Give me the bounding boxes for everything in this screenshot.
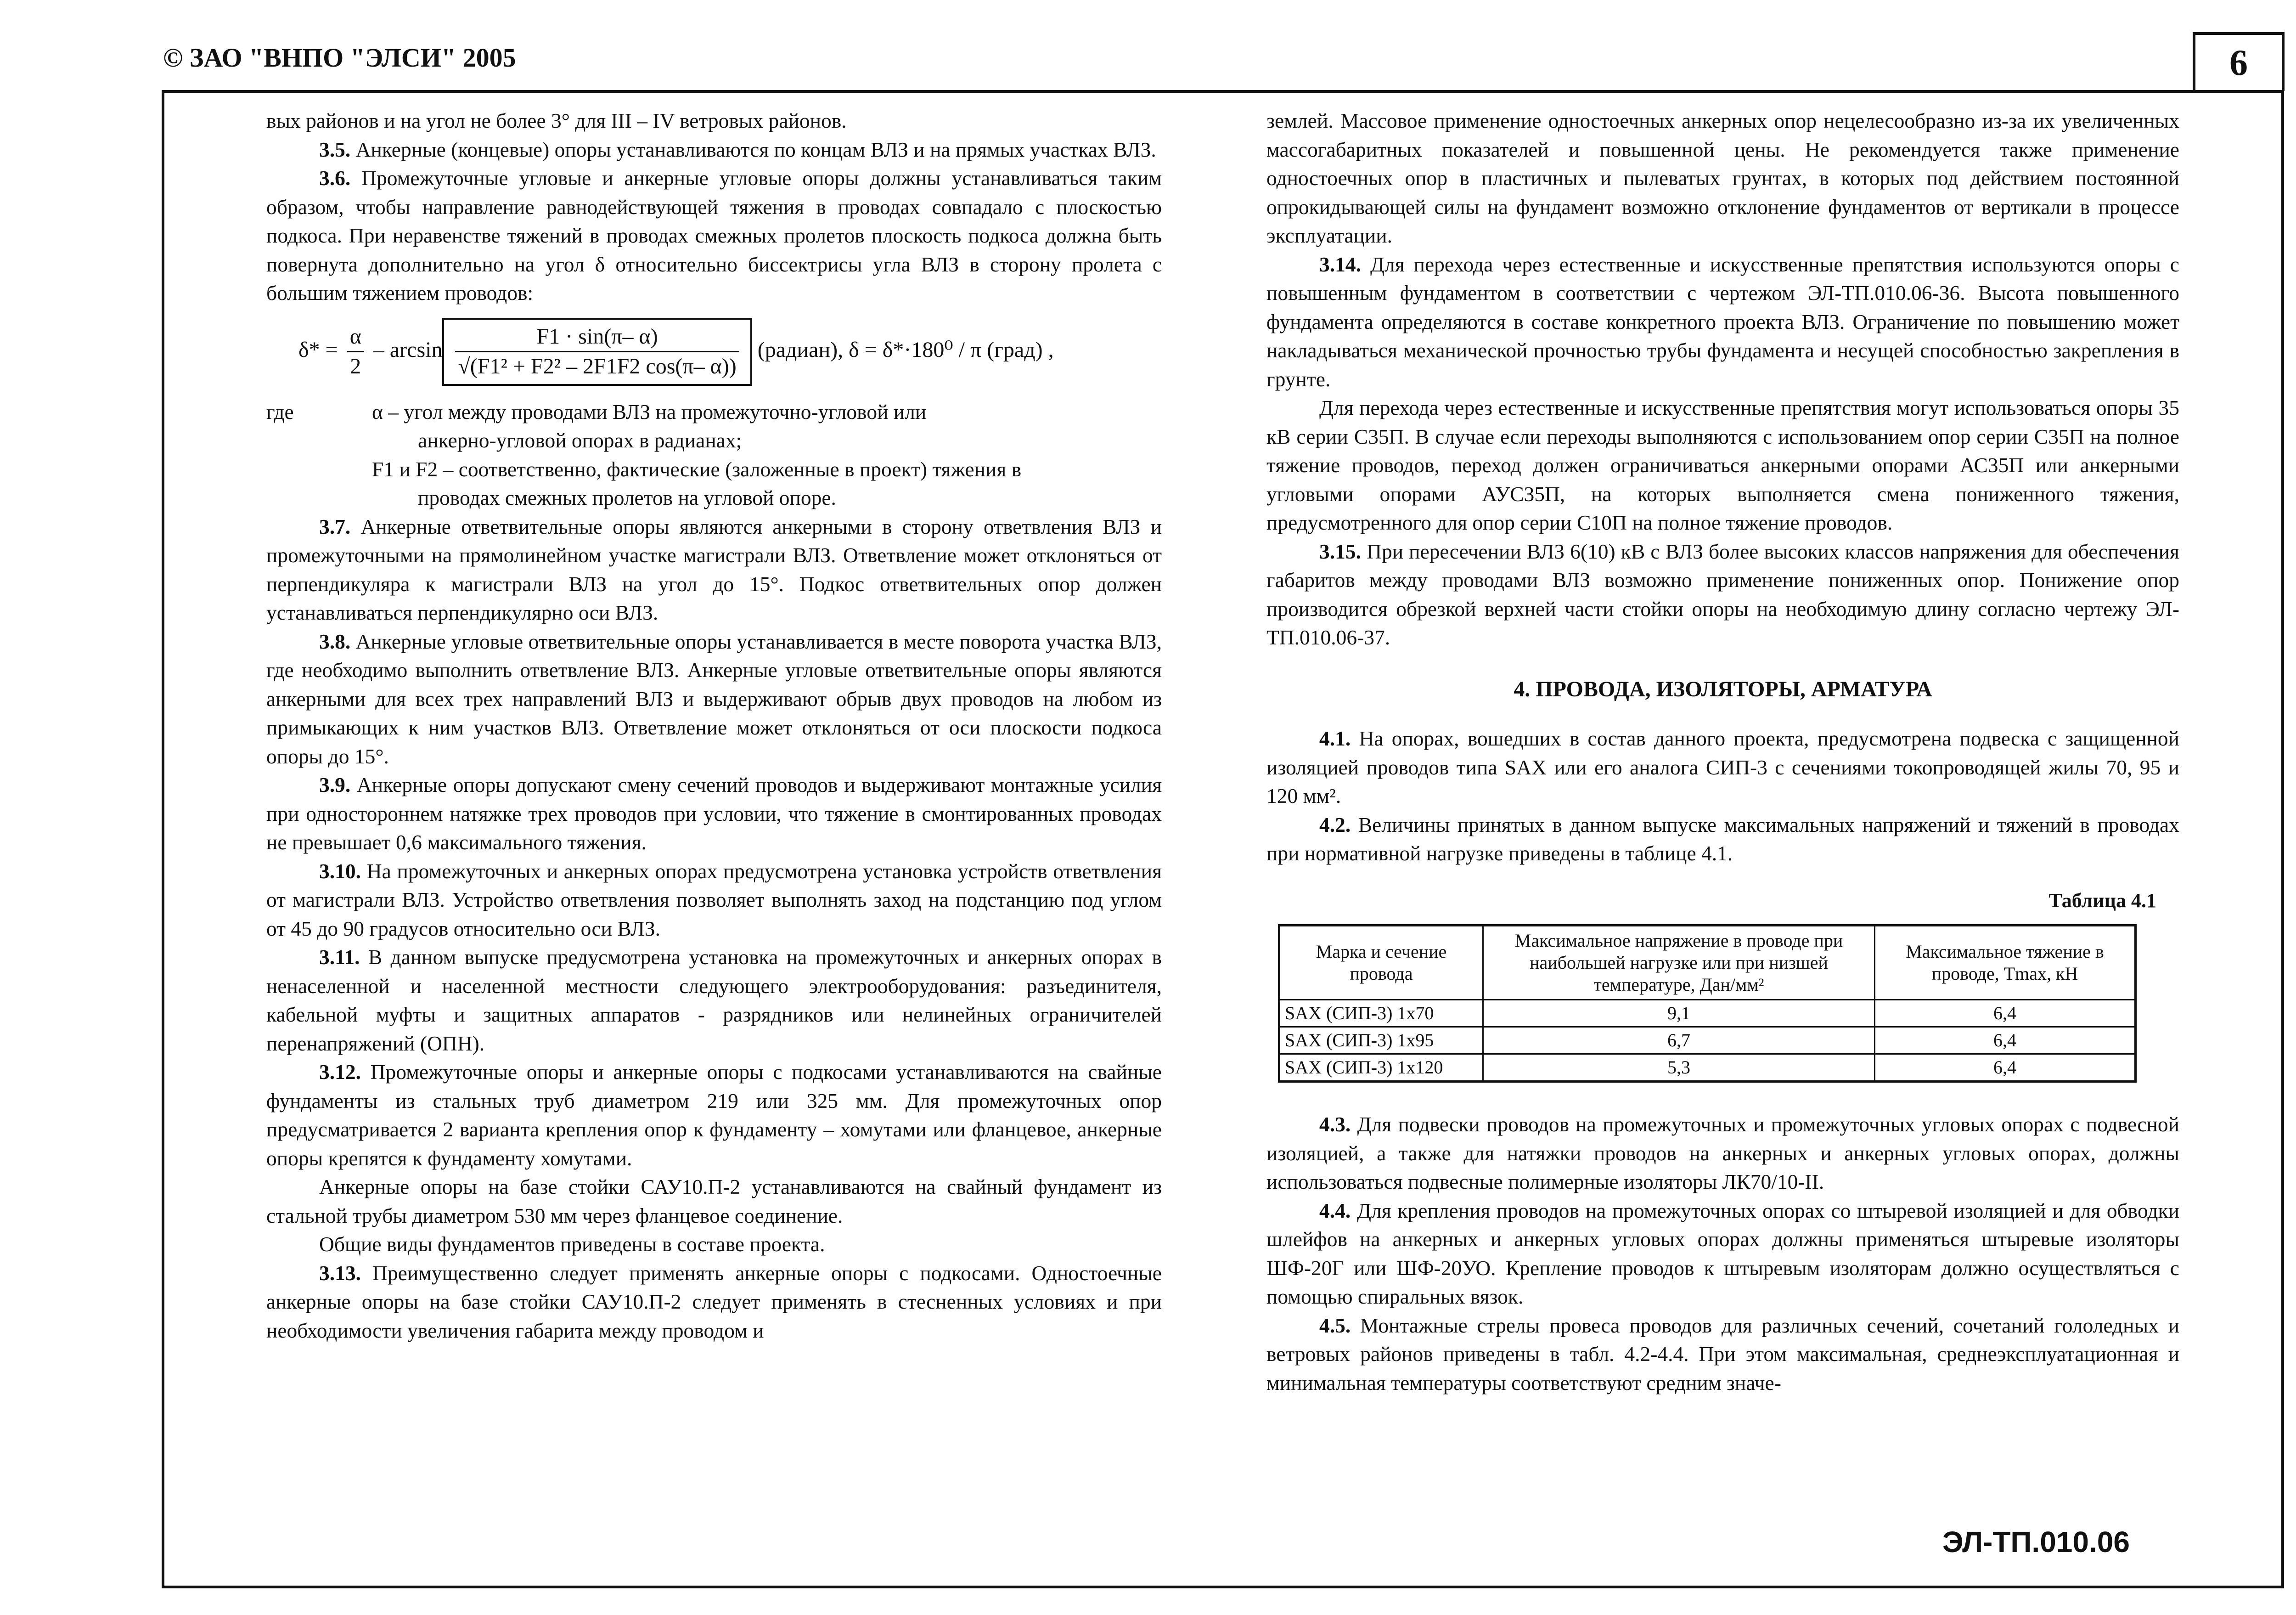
table-header-cell: Максимальное тяжение в проводе, Tmax, кН bbox=[1875, 926, 2136, 1000]
clause-number: 4.5. bbox=[1319, 1313, 1351, 1337]
clause-number: 3.6. bbox=[319, 166, 351, 190]
paragraph-text: Для подвески проводов на промежуточных и промежуточных угловых опорах с подвесной изоляцией, а также для натяжки проводов на анкерных и анкерных угловых опорах, должны использоваться подвесные полимерные изоляторы ЛК70/10-II. bbox=[1266, 1112, 2179, 1193]
paragraph-3-9 bbox=[266, 771, 1162, 857]
table-row bbox=[1279, 1054, 2136, 1082]
table-row bbox=[1279, 1027, 2136, 1054]
table-header-cell: Максимальное напряжение в проводе при наибольшей нагрузке или при низшей температуре, Дан/мм² bbox=[1483, 926, 1875, 1000]
right-column bbox=[1266, 107, 2179, 1397]
paragraph-text: Преимущественно следует применять анкерные опоры с подкосами. Одностоечные анкерные опоры на базе стойки САУ10.П-2 следует применять в стесненных условиях и при необходимости увеличения габарита между проводом и bbox=[266, 1261, 1162, 1342]
section-title: 4. ПРОВОДА, ИЗОЛЯТОРЫ, АРМАТУРА bbox=[1514, 677, 1932, 701]
definition-row bbox=[266, 426, 1162, 455]
paragraph-crossing: Для перехода через естественные и искусственные препятствия могут использоваться опоры 35 кВ серии С35П. В случае если переходы выполняются с использованием опор серии С35П на полное тяжение проводов, переход должен ограничиваться анкерными опорами АС35П или анкерными угловыми опорами АУС35П, на которых выполняется смена пониженного тяжения, предусмотренного для опор серии С10П на полное тяжение проводов. bbox=[1266, 396, 2179, 534]
paragraph-text: Анкерные угловые ответвительные опоры устанавливается в месте поворота участка ВЛЗ, где необходимо выполнить ответвление ВЛЗ. Анкерные угловые ответвительные опоры являются анкерными для всех трех направлений ВЛЗ и выдерживают обрыв двух проводов на любом из примыкающих к ним участков ВЛЗ. Ответвление может отклоняться от оси плоскости подкоса опоры до 15°. bbox=[266, 629, 1162, 768]
table-cell: 6,7 bbox=[1483, 1027, 1875, 1054]
table-cell: 6,4 bbox=[1875, 1054, 2136, 1082]
clause-number: 3.11. bbox=[319, 945, 360, 969]
table-cell: 6,4 bbox=[1875, 1027, 2136, 1054]
paragraph-text: Анкерные опоры допускают смену сечений проводов и выдерживают монтажные усилия при одностороннем натяжке трех проводов при условии, что тяжение в смонтированных проводах не превышает 0,6 максимального тяжения. bbox=[266, 773, 1162, 854]
clause-number: 3.5. bbox=[319, 137, 351, 161]
paragraph-3-5 bbox=[266, 136, 1162, 164]
formula-body bbox=[298, 318, 1054, 386]
table-cell: SAX (СИП-3) 1х95 bbox=[1279, 1027, 1483, 1054]
clause-number: 3.7. bbox=[319, 514, 351, 538]
paragraph-4-1 bbox=[1266, 724, 2179, 811]
clause-number: 4.4. bbox=[1319, 1198, 1351, 1222]
table-caption: Таблица 4.1 bbox=[2048, 889, 2156, 912]
paragraph-text: Величины принятых в данном выпуске максимальных напряжений и тяжений в проводах при нормативной нагрузке приведены в таблице 4.1. bbox=[1266, 813, 2179, 865]
formula-arcsin: – arcsin bbox=[367, 337, 443, 362]
definition-f bbox=[372, 455, 1162, 484]
table-cell: 9,1 bbox=[1483, 1000, 1875, 1027]
paragraph-3-8 bbox=[266, 627, 1162, 771]
definition-key: F1 и F2 – bbox=[372, 457, 454, 481]
paragraph-text: Анкерные ответвительные опоры являются анкерными в сторону ответвления ВЛЗ и промежуточными на прямолинейном участке магистрали ВЛЗ. Ответвление может отклоняться от перпендикуляра к магистрали ВЛЗ на угол до 15°. Подкос ответвительных опор должен устанавливаться перпендикулярно оси ВЛЗ. bbox=[266, 514, 1162, 624]
clause-number: 3.14. bbox=[1319, 252, 1361, 276]
definition-spacer bbox=[266, 455, 372, 484]
definition-row bbox=[266, 484, 1162, 513]
paragraph-text: Монтажные стрелы провеса проводов для различных сечений, сочетаний гололедных и ветровых районов приведены в табл. 4.2-4.4. При этом максимальная, среднеэксплуатационная и минимальная температуры соответствуют средним значе- bbox=[1266, 1313, 2179, 1395]
definition-text: угол между проводами ВЛЗ на промежуточно-угловой или bbox=[404, 400, 927, 424]
paragraph-4-4 bbox=[1266, 1197, 2179, 1311]
paragraph-text: Промежуточные угловые и анкерные угловые опоры должны устанавливаться таким образом, чтобы направление равнодействующей тяжения в проводах совпадало с плоскостью подкоса. При неравенстве тяжений в проводах смежных пролетов плоскость подкоса должна быть повернута дополнительно на угол δ относительно биссектрисы угла ВЛЗ в сторону пролета с большим тяжением проводов: bbox=[266, 166, 1162, 305]
frac-numerator: α bbox=[347, 322, 364, 353]
definition-key: α – bbox=[372, 400, 399, 424]
definition-text: соответственно, фактические (заложенные в проект) тяжения в bbox=[458, 457, 1022, 481]
paragraph-3-7 bbox=[266, 513, 1162, 627]
clause-number: 4.3. bbox=[1319, 1112, 1351, 1136]
table-row bbox=[1279, 1000, 2136, 1027]
frac-numerator: F1 · sin(π– α) bbox=[455, 322, 739, 353]
table-cell: 5,3 bbox=[1483, 1054, 1875, 1082]
clause-number: 3.9. bbox=[319, 773, 351, 796]
clause-number: 4.2. bbox=[1319, 813, 1351, 836]
paragraph-text: При пересечении ВЛЗ 6(10) кВ с ВЛЗ более высоких классов напряжения для обеспечения габаритов между проводами ВЛЗ возможно применение пониженных опор. Понижение опор производится обрезкой верхней части стойки опоры на необходимую длину согласно чертежу ЭЛ-ТП.010.06-37. bbox=[1266, 539, 2179, 649]
page-number: 6 bbox=[2193, 32, 2285, 91]
paragraph-text: Для крепления проводов на промежуточных опорах со штыревой изоляцией и для обводки шлейфов на анкерных и анкерных угловых опорах должны применяться штыревые изоляторы ШФ-20Г или ШФ-20УО. Крепление проводов к штыревым изоляторам должно осуществляться с помощью спиральных вязок. bbox=[1266, 1198, 2179, 1308]
paragraph-sau: Анкерные опоры на базе стойки САУ10.П-2 устанавливаются на свайный фундамент из стальной трубы диаметром 530 мм через фланцевое соединение. bbox=[266, 1175, 1162, 1227]
formula-bracket bbox=[442, 318, 752, 386]
paragraph-continued: вых районов и на угол не более 3° для III – IV ветровых районов. bbox=[266, 109, 847, 132]
paragraph-3-11 bbox=[266, 943, 1162, 1058]
left-column bbox=[266, 107, 1162, 1345]
paragraph-text: Для перехода через естественные и искусственные препятствия используются опоры с повышенным фундаментом в соответствии с чертежом ЭЛ-ТП.010.06-36. Высота повышенного фундамента определяются в составе конкретного проекта ВЛЗ. Ограничение по повышению может накладываться механической прочностью трубы фундамента и несущей способностью закрепления в грунте. bbox=[1266, 252, 2179, 391]
paragraph-4-3 bbox=[1266, 1110, 2179, 1197]
table-4-1 bbox=[1278, 924, 2137, 1083]
after-table-block bbox=[1266, 1110, 2179, 1397]
table-cell: SAX (СИП-3) 1х70 bbox=[1279, 1000, 1483, 1027]
paragraph-4-5 bbox=[1266, 1311, 2179, 1398]
table-header-cell: Марка и сечение провода bbox=[1279, 926, 1483, 1000]
formula-lhs: δ* = bbox=[298, 337, 343, 362]
paragraph-text: Промежуточные опоры и анкерные опоры с подкосами устанавливаются на свайные фундаменты из стальных труб диаметром 219 или 325 мм. Для промежуточных опор предусматривается 2 варианта крепления опор к фундаменту – хомутами или фланцевое, анкерные опоры крепятся к фундаменту хомутами. bbox=[266, 1060, 1162, 1170]
clause-number: 3.10. bbox=[319, 859, 361, 883]
definition-text: проводах смежных пролетов на угловой опоре. bbox=[418, 486, 836, 509]
paragraph-text: В данном выпуске предусмотрена установка на промежуточных и анкерных опорах в ненаселенной и населенной местности следующего электрооборудования: разъединителя, кабельной муфты и защитных аппаратов - разрядников или нелинейных ограничителей перенапряжений (ОПН). bbox=[266, 945, 1162, 1055]
definition-row bbox=[266, 455, 1162, 484]
formula-delta bbox=[266, 308, 1162, 389]
clause-number: 3.13. bbox=[319, 1261, 361, 1285]
paragraph-3-13 bbox=[266, 1259, 1162, 1345]
definition-alpha bbox=[372, 398, 1162, 427]
definition-spacer bbox=[266, 426, 372, 455]
paragraph-continued: землей. Массовое применение одностоечных анкерных опор нецелесообразно из-за их увеличенных массогабаритных показателей и повышенной цены. Не рекомендуется также применение одностоечных опор в пластичных и пылеватых грунтах, в которых под действием постоянной опрокидывающей силы на фундамент возможно отклонение фундаментов от вертикали в процессе эксплуатации. bbox=[1266, 109, 2179, 247]
clause-number: 3.15. bbox=[1319, 539, 1361, 563]
formula-alpha-half bbox=[347, 322, 364, 381]
paragraph-3-14 bbox=[1266, 250, 2179, 394]
table-cell: SAX (СИП-3) 1х120 bbox=[1279, 1054, 1483, 1082]
definition-text: анкерно-угловой опорах в радианах; bbox=[418, 429, 742, 452]
paragraph-3-12 bbox=[266, 1058, 1162, 1173]
formula-main-fraction bbox=[455, 322, 739, 381]
paragraph-text: На промежуточных и анкерных опорах предусмотрена установка устройств ответвления от магистрали ВЛЗ. Устройство ответвления позволяет выполнять заход на подстанцию под углом от 45 до 90 градусов относительно оси ВЛЗ. bbox=[266, 859, 1162, 940]
paragraph-4-2 bbox=[1266, 811, 2179, 868]
frac-denominator: 2 bbox=[350, 354, 361, 378]
paragraph-foundations: Общие виды фундаментов приведены в составе проекта. bbox=[319, 1232, 825, 1256]
paragraph-text: На опорах, вошедших в состав данного проекта, предусмотрена подвеска с защищенной изоляцией проводов типа SAX или его аналога СИП-3 с сечениями токопроводящей жилы 70, 95 и 120 мм². bbox=[1266, 727, 2179, 808]
paragraph-3-10 bbox=[266, 857, 1162, 943]
formula-tail: (радиан), δ = δ*·180⁰ / π (град) , bbox=[757, 337, 1054, 362]
clause-number: 3.8. bbox=[319, 629, 351, 653]
definition-spacer bbox=[266, 484, 372, 513]
table-cell: 6,4 bbox=[1875, 1000, 2136, 1027]
paragraph-3-15 bbox=[1266, 537, 2179, 652]
definition-row bbox=[266, 398, 1162, 427]
definition-where: где bbox=[266, 400, 294, 424]
clause-number: 4.1. bbox=[1319, 727, 1351, 750]
paragraph-3-6 bbox=[266, 164, 1162, 308]
copyright-header: © ЗАО "ВНПО "ЭЛСИ" 2005 bbox=[163, 43, 516, 73]
paragraph-text: Анкерные (концевые) опоры устанавливаются по концам ВЛЗ и на прямых участках ВЛЗ. bbox=[350, 137, 1156, 161]
formula-definitions bbox=[266, 398, 1162, 513]
document-code: ЭЛ-ТП.010.06 bbox=[1942, 1525, 2130, 1559]
frac-denominator: √(F1² + F2² – 2F1F2 cos(π– α)) bbox=[458, 354, 737, 378]
table-header-row bbox=[1279, 926, 2136, 1000]
clause-number: 3.12. bbox=[319, 1060, 361, 1084]
